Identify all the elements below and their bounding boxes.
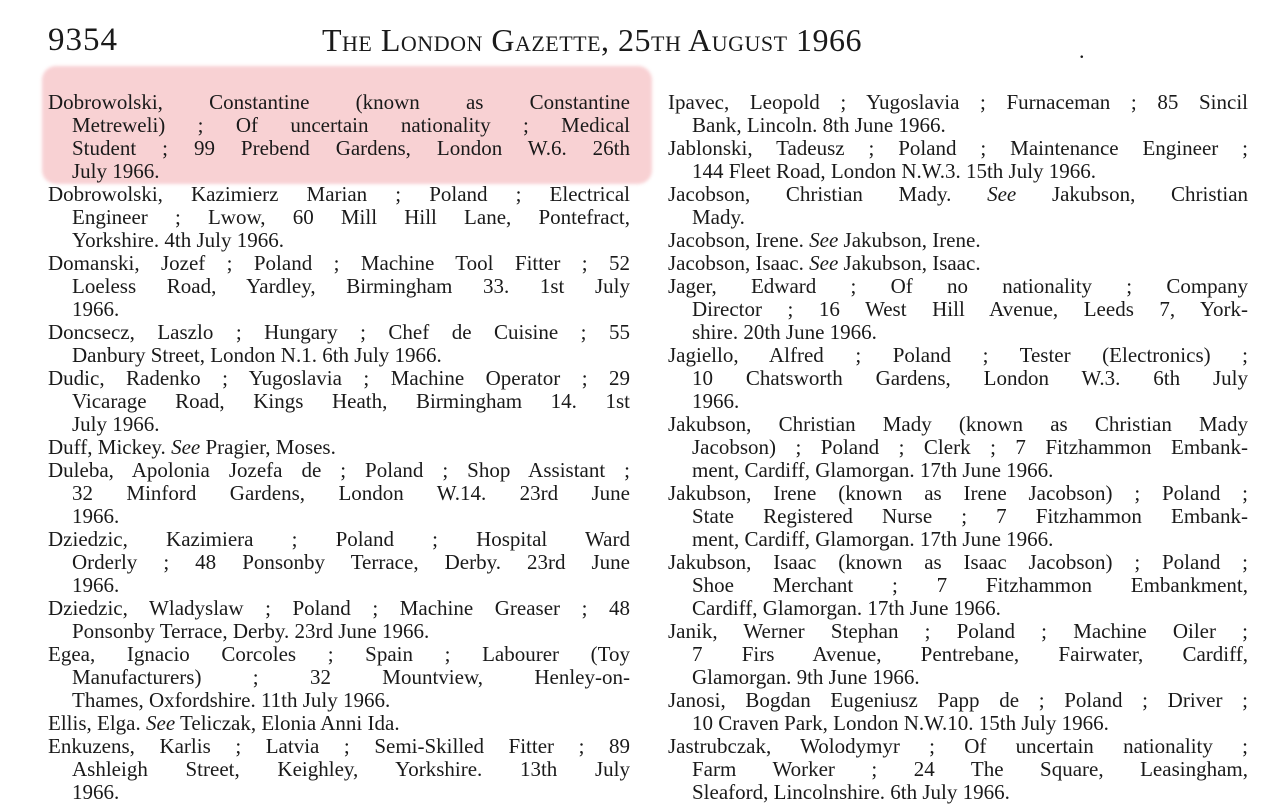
entry-line: Enkuzens, Karlis ; Latvia ; Semi-Skilled Fitter ; 89 (48, 735, 630, 758)
gazette-entry (48, 712, 630, 735)
reference-target: Jakubson, Irene. (843, 229, 981, 252)
gazette-entry (48, 252, 630, 321)
entry-line: Mady. (692, 206, 745, 229)
entry-line (48, 436, 630, 459)
entry-line: Jablonski, Tadeusz ; Poland ; Maintenance Engineer ; (668, 137, 1248, 160)
entry-line: Doncsecz, Laszlo ; Hungary ; Chef de Cuisine ; 55 (48, 321, 630, 344)
gazette-entry (668, 620, 1248, 689)
gazette-entry (48, 436, 630, 459)
gazette-entry (668, 689, 1248, 735)
entry-line: Engineer ; Lwow, 60 Mill Hill Lane, Pontefract, (72, 206, 630, 229)
gazette-entry (668, 482, 1248, 551)
gazette-entry (668, 344, 1248, 413)
entry-line (668, 183, 1248, 206)
entry-line: Dziedzic, Wladyslaw ; Poland ; Machine Greaser ; 48 (48, 597, 630, 620)
entry-line: Manufacturers) ; 32 Mountview, Henley-on- (72, 666, 630, 689)
entry-line: Director ; 16 West Hill Avenue, Leeds 7, York- (692, 298, 1248, 321)
entry-line: 7 Firs Avenue, Pentrebane, Fairwater, Cardiff, (692, 643, 1248, 666)
gazette-entry (48, 367, 630, 436)
entry-line: Jastrubczak, Wolodymyr ; Of uncertain nationality ; (668, 735, 1248, 758)
entry-line: Glamorgan. 9th June 1966. (692, 666, 920, 689)
entry-line: 144 Fleet Road, London N.W.3. 15th July 1966. (692, 160, 1097, 183)
print-speck: . (1079, 38, 1085, 63)
gazette-entry (48, 91, 630, 183)
entry-line: Shoe Merchant ; 7 Fitzhammon Embankment, (692, 574, 1248, 597)
see-reference: See (809, 252, 839, 275)
gazette-entry (48, 321, 630, 367)
entry-line: State Registered Nurse ; 7 Fitzhammon Embank- (692, 505, 1248, 528)
entry-line: 32 Minford Gardens, London W.14. 23rd June (72, 482, 630, 505)
entry-line: Janosi, Bogdan Eugeniusz Papp de ; Poland ; Driver ; (668, 689, 1248, 712)
gazette-entry (668, 229, 1248, 252)
entry-line: Jager, Edward ; Of no nationality ; Company (668, 275, 1248, 298)
entry-line: Student ; 99 Prebend Gardens, London W.6. 26th (72, 137, 630, 160)
entry-line: Dobrowolski, Kazimierz Marian ; Poland ; Electrical (48, 183, 630, 206)
gazette-entry (668, 183, 1248, 229)
reference-target: Pragier, Moses. (205, 436, 336, 459)
entry-line: shire. 20th June 1966. (692, 321, 877, 344)
page-number: 9354 (48, 22, 118, 58)
entry-line (668, 252, 1248, 275)
entry-line: Janik, Werner Stephan ; Poland ; Machine Oiler ; (668, 620, 1248, 643)
entry-name: Jacobson, Isaac. (668, 252, 804, 275)
entry-line: 10 Chatsworth Gardens, London W.3. 6th July (692, 367, 1248, 390)
entry-line: Farm Worker ; 24 The Square, Leasingham, (692, 758, 1248, 781)
entry-line: Danbury Street, London N.1. 6th July 1966. (72, 344, 442, 367)
gazette-entry (668, 91, 1248, 137)
entry-name: Duff, Mickey. (48, 436, 166, 459)
gazette-entry (48, 643, 630, 712)
entry-line: 1966. (72, 298, 120, 321)
gazette-entry (48, 183, 630, 252)
entry-line: Cardiff, Glamorgan. 17th June 1966. (692, 597, 1001, 620)
entry-name: Ellis, Elga. (48, 712, 141, 735)
entry-line: ment, Cardiff, Glamorgan. 17th June 1966. (692, 528, 1054, 551)
entry-line: Jakubson, Christian Mady (known as Christian Mady (668, 413, 1248, 436)
entry-line: Jakubson, Isaac (known as Isaac Jacobson) ; Poland ; (668, 551, 1248, 574)
entry-line: Egea, Ignacio Corcoles ; Spain ; Labourer (Toy (48, 643, 630, 666)
gazette-entry (668, 735, 1248, 804)
right-column (668, 91, 1248, 804)
gazette-entry (48, 735, 630, 804)
gazette-entry (668, 551, 1248, 620)
entry-line (48, 712, 630, 735)
entry-name: Jacobson, Irene. (668, 229, 804, 252)
entry-line: ment, Cardiff, Glamorgan. 17th June 1966. (692, 459, 1054, 482)
entry-name: Jacobson, Christian Mady. (668, 183, 952, 206)
entry-line: 10 Craven Park, London N.W.10. 15th July 1966. (692, 712, 1109, 735)
entry-line: 1966. (72, 781, 120, 804)
entry-line: Loeless Road, Yardley, Birmingham 33. 1st July (72, 275, 630, 298)
entry-line: Jacobson) ; Poland ; Clerk ; 7 Fitzhammon Embank- (692, 436, 1248, 459)
entry-line: Ponsonby Terrace, Derby. 23rd June 1966. (72, 620, 430, 643)
entry-line: Vicarage Road, Kings Heath, Birmingham 14. 1st (72, 390, 630, 413)
entry-line: Jagiello, Alfred ; Poland ; Tester (Electronics) ; (668, 344, 1248, 367)
gazette-entry (668, 275, 1248, 344)
entry-line: Yorkshire. 4th July 1966. (72, 229, 284, 252)
gazette-entry (48, 459, 630, 528)
gazette-entry (48, 528, 630, 597)
entry-line (668, 229, 1248, 252)
entry-line: July 1966. (72, 413, 160, 436)
entry-line: 1966. (72, 574, 120, 597)
entry-line: July 1966. (72, 160, 160, 183)
entry-line: Dobrowolski, Constantine (known as Constantine (48, 91, 630, 114)
see-reference: See (987, 183, 1017, 206)
gazette-entry (668, 137, 1248, 183)
gazette-entry (48, 597, 630, 643)
reference-target: Teliczak, Elonia Anni Ida. (180, 712, 400, 735)
entry-line: Orderly ; 48 Ponsonby Terrace, Derby. 23rd June (72, 551, 630, 574)
gazette-title: The London Gazette, 25th August 1966 (322, 22, 863, 58)
entry-line: Domanski, Jozef ; Poland ; Machine Tool Fitter ; 52 (48, 252, 630, 275)
see-reference: See (146, 712, 176, 735)
entry-line: Bank, Lincoln. 8th June 1966. (692, 114, 946, 137)
see-reference: See (171, 436, 201, 459)
entry-line: 1966. (72, 505, 120, 528)
reference-target: Jakubson, Christian (1051, 183, 1248, 206)
entry-line: Metreweli) ; Of uncertain nationality ; Medical (72, 114, 630, 137)
entry-line: Dudic, Radenko ; Yugoslavia ; Machine Operator ; 29 (48, 367, 630, 390)
entry-line: Ashleigh Street, Keighley, Yorkshire. 13th July (72, 758, 630, 781)
see-reference: See (809, 229, 839, 252)
entry-line: Ipavec, Leopold ; Yugoslavia ; Furnaceman ; 85 Sincil (668, 91, 1248, 114)
entry-line: 1966. (692, 390, 740, 413)
gazette-entry (668, 413, 1248, 482)
entry-line: Duleba, Apolonia Jozefa de ; Poland ; Shop Assistant ; (48, 459, 630, 482)
entry-line: Sleaford, Lincolnshire. 6th July 1966. (692, 781, 1010, 804)
gazette-entry (668, 252, 1248, 275)
entry-line: Thames, Oxfordshire. 11th July 1966. (72, 689, 391, 712)
reference-target: Jakubson, Isaac. (843, 252, 981, 275)
left-column (48, 91, 630, 804)
entry-line: Dziedzic, Kazimiera ; Poland ; Hospital Ward (48, 528, 630, 551)
entry-line: Jakubson, Irene (known as Irene Jacobson) ; Poland ; (668, 482, 1248, 505)
